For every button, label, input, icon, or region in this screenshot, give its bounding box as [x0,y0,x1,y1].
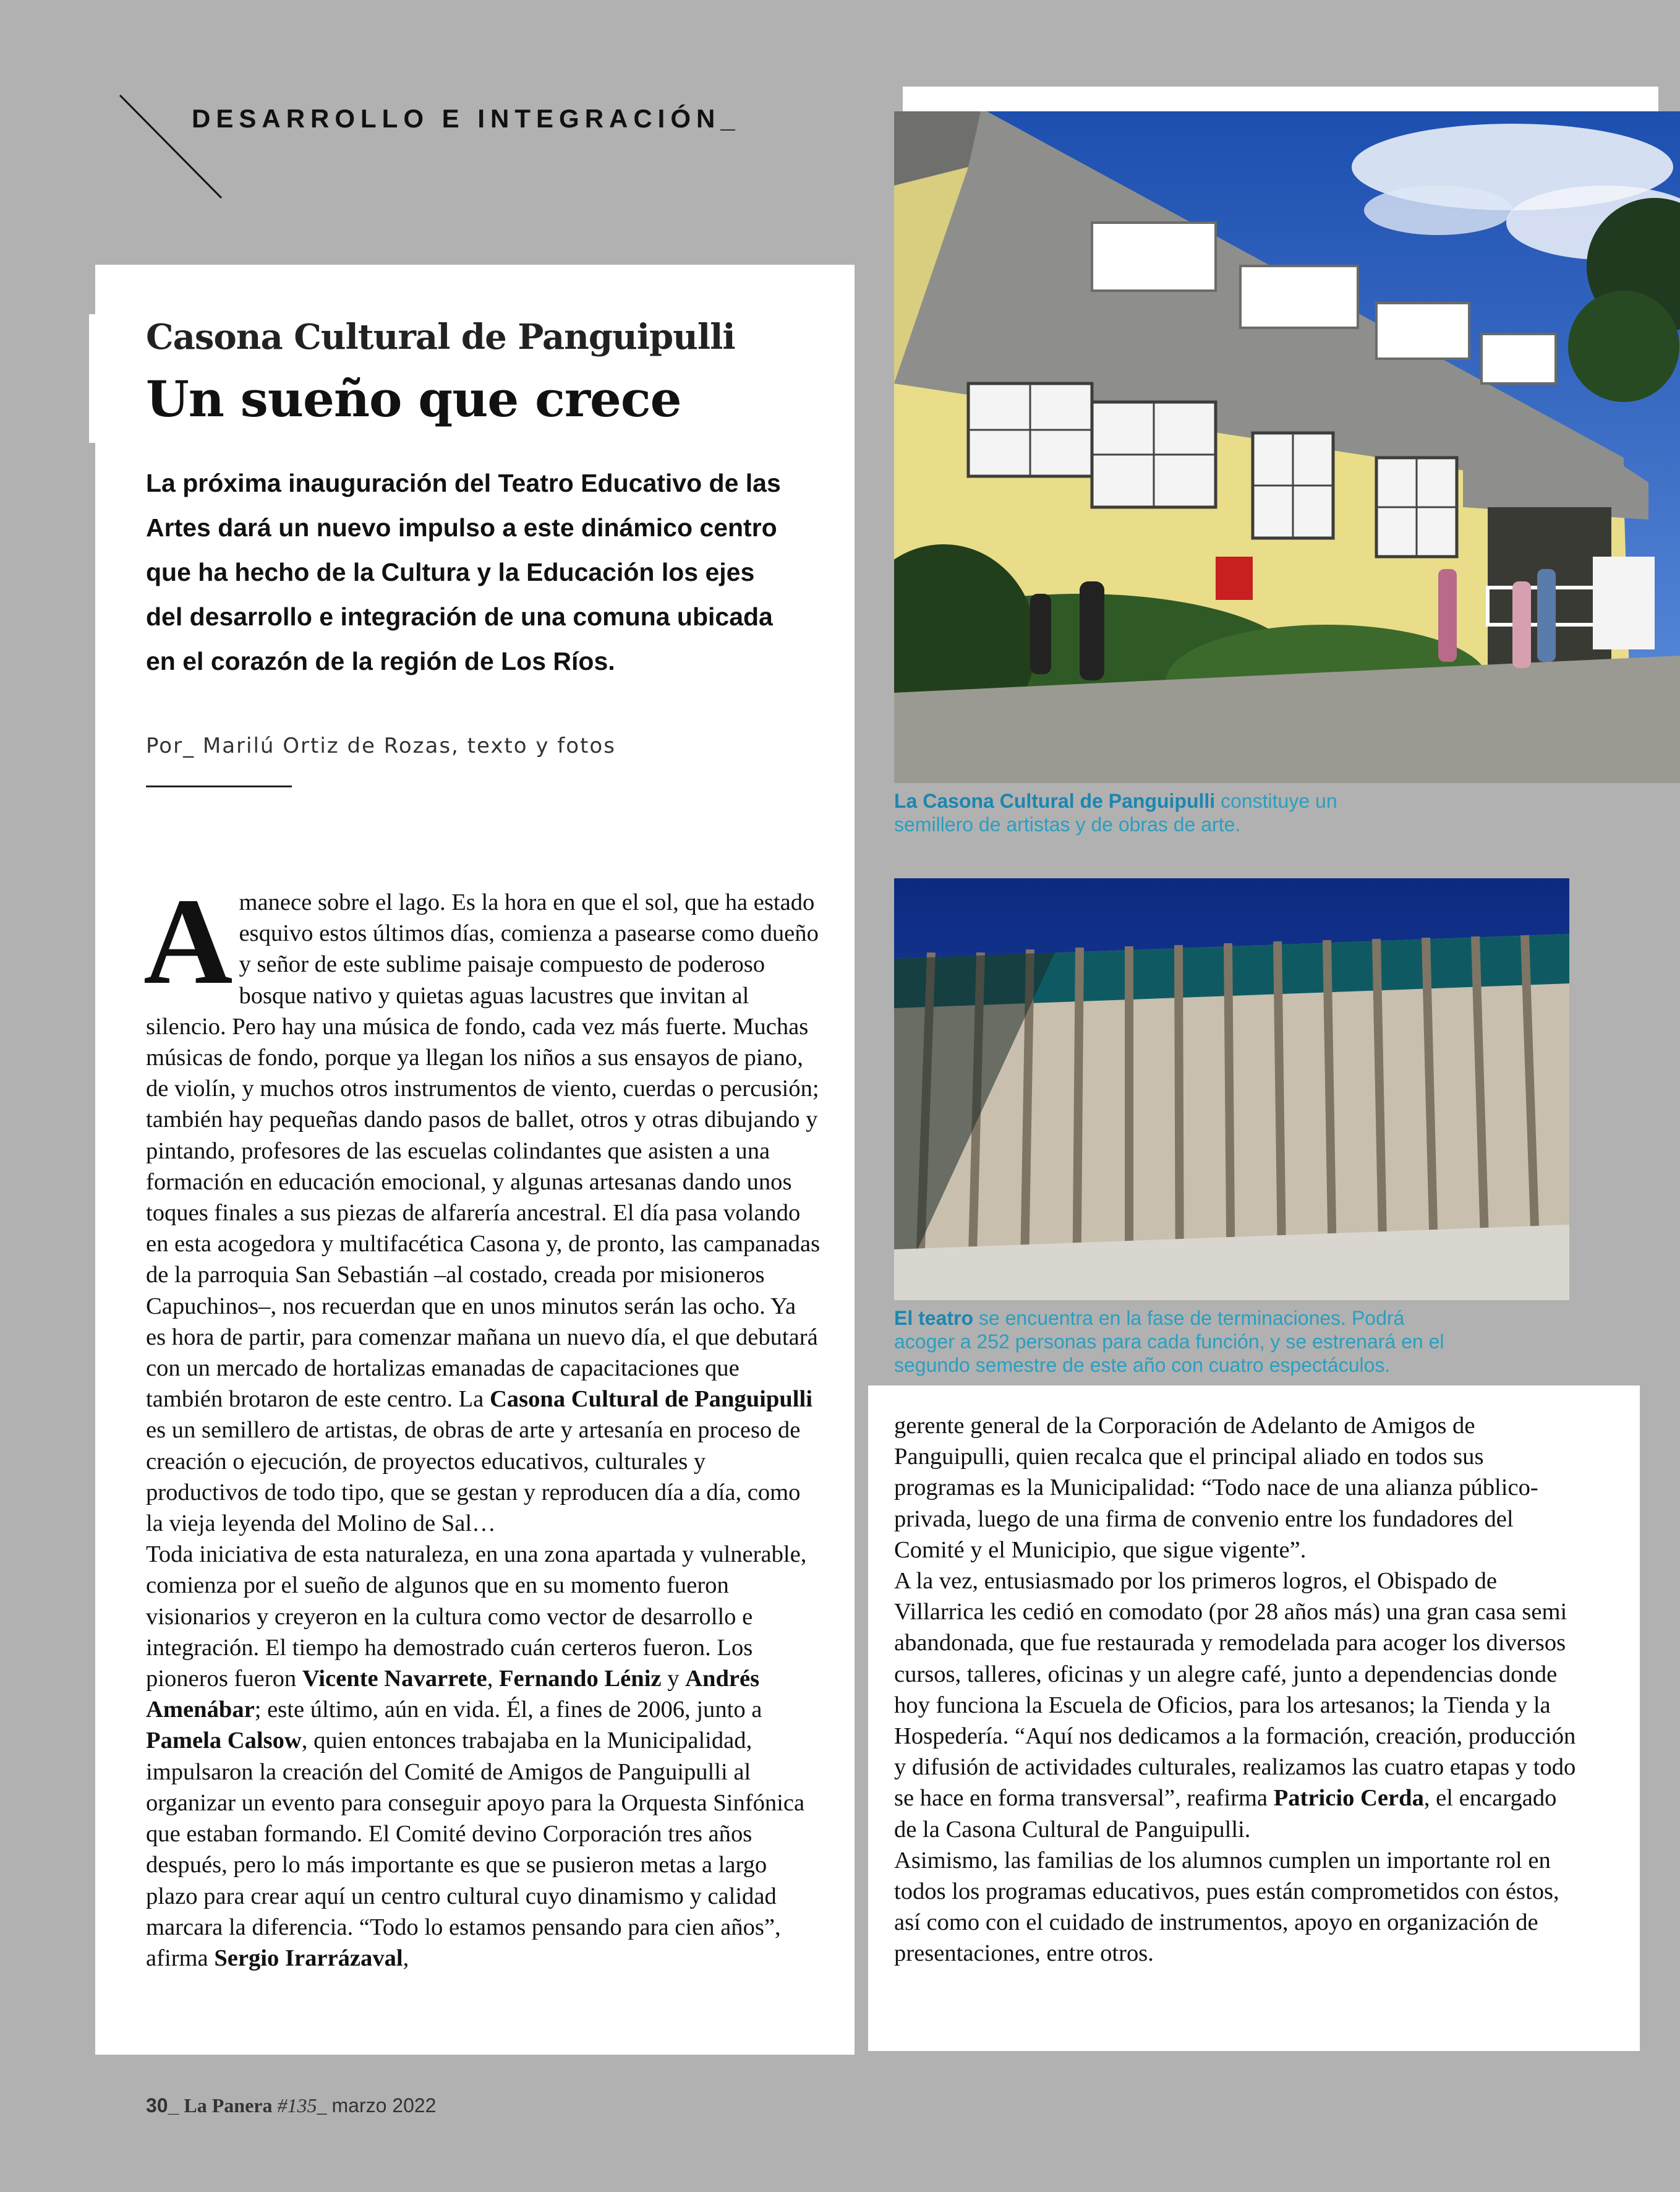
headline-panel-tab [89,314,98,443]
issue-date: marzo 2022 [331,2094,437,2117]
casona-photo [894,111,1680,783]
body-paragraph: A la vez, entusiasmado por los primeros logros, el Obispado de Villarrica les cedió en comodato (por 28 años más) una gran casa semi abandonada, que fue restaurada y remodelada para acoger los diversos cursos, talleres, oficinas y un alegre café, junto a dependencias donde hoy funciona la Escuela de Oficios, para los artesanos; la Tienda y la Hospedería. “Aquí nos dedicamos a la formación, creación, producción y difusión de actividades culturales, realizamos las cuatro etapas y todo se hace en forma transversal”, reafirma Patricio Cerda, el encargado de la Casona Cultural de Panguipulli. [894,1568,1576,1843]
article-lead: La próxima inauguración del Teatro Educativo de las Artes dará un nuevo impulso a este dinámico centro que ha hecho de la Cultura y la Educación los ejes del desarrollo e integración de una comuna ubicada en el corazón de la región de Los Ríos. [146,469,781,675]
article-byline: Por_ Marilú Ortiz de Rozas, texto y fotos [146,734,616,758]
byline-rule [146,786,292,787]
page-number: 30_ [146,2094,179,2117]
teatro-photo-caption: El teatro se encuentra en la fase de terminaciones. Podrá acoger a 252 personas para cada función, y se estrenará en el segundo semestre de este año con cuatro espectáculos. [894,1307,1444,1376]
body-paragraph: Amanece sobre el lago. Es la hora en que el sol, que ha estado esquivo estos últimos días, comienza a pasearse como dueño y señor de este sublime paisaje compuesto de poderoso bosque nativo y quietas aguas lacustres que invitan al silencio. Pero hay una música de fondo, cada vez más fuerte. Muchas músicas de fondo, porque ya llegan los niños a sus ensayos de piano, de violín, y muchos otros instrumentos de viento, cuerdas o percusión; también hay pequeñas dando pasos de ballet, otros y otras dibujando y pintando, profesores de las escuelas colindantes que asisten a una formación en educación emocional, y algunas artesanas dando unos toques finales a sus piezas de alfarería ancestral. El día pasa volando en esta acogedora y multifacética Casona y, de pronto, las campanadas de la parroquia San Sebastián –al costado, creada por misioneros Capuchinos–, nos recuerdan que en unos minutos serán las ocho. Ya es hora de partir, para comenzar mañana un nuevo día, el que debutará con un mercado de hortalizas emanadas de capacitaciones que también brotaron de este centro. La Casona Cultural de Panguipulli es un semillero de artistas, de obras de arte y artesanía en proceso de creación o ejecución, de proyectos educativos, culturales y productivos de todo tipo, que se gestan y reproducen día a día, como la vieja leyenda del Molino de Sal… [143,873,821,1537]
body-paragraph: Asimismo, las familias de los alumnos cumplen un importante rol en todos los programas educativos, pues están comprometidos con éstos, así como con el cuidado de instrumentos, apoyo en organización de presentaciones, entre otros. [894,1847,1559,1967]
body-paragraph: gerente general de la Corporación de Adelanto de Amigos de Panguipulli, quien recalca que el principal aliado en todos sus programas es la Municipalidad: “Todo nace de una alianza público-privada, luego de una firma de convenio entre los fundadores del Comité y el Municipio, que sigue vigente”. [894,1413,1538,1563]
article-kicker: Casona Cultural de Panguipulli [146,317,735,357]
issue-number: #135_ [277,2094,327,2117]
magazine-name: La Panera [184,2094,273,2117]
article-title: Un sueño que crece [146,370,681,428]
casona-photo-caption: La Casona Cultural de Panguipulli constituye un semillero de artistas y de obras de arte. [894,790,1337,836]
drop-cap: A [143,873,233,1010]
body-column-left [143,873,821,1974]
section-label: DESARROLLO E INTEGRACIÓN_ [192,104,741,133]
teatro-photo [894,878,1569,1300]
body-paragraph: Toda iniciativa de esta naturaleza, en una zona apartada y vulnerable, comienza por el sueño de algunos que en su momento fueron visionarios y creyeron en la cultura como vector de desarrollo e integración. El tiempo ha demostrado cuán certeros fueron. Los pioneros fueron Vicente Navarrete, Fernando Léniz y Andrés Amenábar; este último, aún en vida. Él, a fines de 2006, junto a Pamela Calsow, quien entonces trabajaba en la Municipalidad, impulsaron la creación del Comité de Amigos de Panguipulli al organizar un evento para conseguir apoyo para la Orquesta Sinfónica que estaban formando. El Comité devino Corporación tres años después, pero lo más importante es que se pusieron metas a largo plazo para crear aquí un centro cultural cuyo dinamismo y calidad marcara la diferencia. “Todo lo estamos pensando para cien años”, afirma Sergio Irarrázaval, [146,1541,807,1971]
page-footer [146,2094,436,2117]
body-column-right [894,1410,1578,1969]
